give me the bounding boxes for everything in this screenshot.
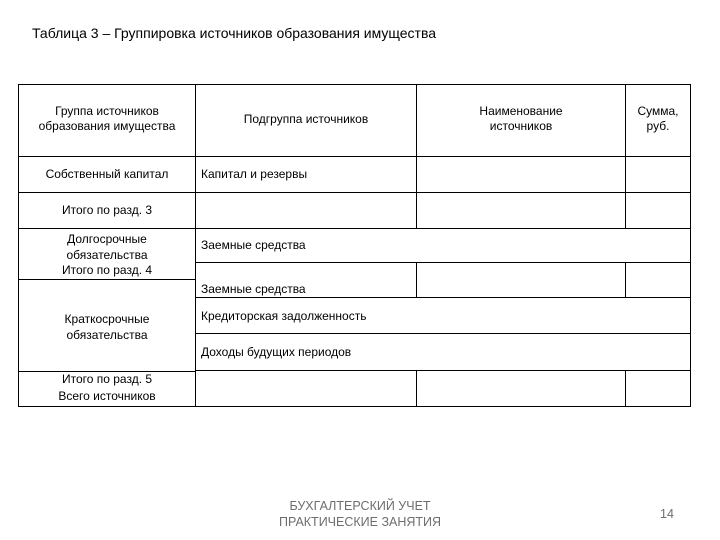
table-col-divider bbox=[625, 192, 626, 228]
page-number: 14 bbox=[660, 507, 674, 521]
table-rule bbox=[195, 262, 691, 263]
cell-short-term bbox=[19, 311, 195, 343]
table-caption: Таблица 3 – Группировка источников образования имущества bbox=[32, 25, 437, 41]
table-border-right bbox=[690, 84, 691, 407]
cell-borrowed-funds-2: Заемные средства bbox=[201, 282, 306, 296]
cell-long-term-line1: Долгосрочные bbox=[67, 232, 147, 246]
header-name-line1: Наименование bbox=[479, 104, 563, 118]
table-col-divider bbox=[625, 84, 626, 192]
footer-line1: БУХГАЛТЕРСКИЙ УЧЕТ bbox=[289, 499, 431, 513]
table-col-divider bbox=[416, 370, 417, 407]
cell-payables: Кредиторская задолженность bbox=[201, 309, 367, 323]
cell-long-term-line2: обязательства bbox=[66, 248, 148, 262]
slide-footer bbox=[255, 498, 465, 530]
cell-deferred-income: Доходы будущих периодов bbox=[201, 345, 352, 359]
header-group-line1: Группа источников bbox=[55, 104, 159, 118]
table-col-divider bbox=[416, 262, 417, 297]
cell-capital-reserves: Капитал и резервы bbox=[201, 167, 308, 181]
cell-short-term-line1: Краткосрочные bbox=[64, 312, 150, 326]
header-sum bbox=[626, 104, 690, 134]
table-rule bbox=[195, 370, 691, 371]
header-sum-line2: руб. bbox=[646, 119, 670, 133]
table-rule bbox=[18, 279, 195, 280]
table-rule bbox=[195, 333, 691, 334]
cell-total-sec3: Итого по разд. 3 bbox=[61, 203, 153, 217]
table-rule bbox=[195, 297, 691, 298]
table-col-divider bbox=[416, 84, 417, 192]
cell-borrowed-funds-1: Заемные средства bbox=[201, 238, 306, 252]
cell-long-term bbox=[19, 231, 195, 263]
header-name-line2: источников bbox=[489, 119, 553, 133]
footer-line2: ПРАКТИЧЕСКИЕ ЗАНЯТИЯ bbox=[278, 515, 442, 529]
cell-total-sec4: Итого по разд. 4 bbox=[61, 263, 153, 277]
cell-total-sec5: Итого по разд. 5 bbox=[61, 372, 153, 386]
table-col-divider bbox=[625, 370, 626, 407]
cell-short-term-line2: обязательства bbox=[66, 328, 148, 342]
header-subgroup: Подгруппа источников bbox=[243, 112, 369, 126]
table-col-divider bbox=[195, 84, 196, 407]
table-col-divider bbox=[625, 262, 626, 297]
cell-own-capital: Собственный капитал bbox=[45, 167, 169, 181]
table-rule bbox=[18, 156, 691, 157]
table-rule bbox=[18, 228, 691, 229]
header-group bbox=[19, 104, 195, 134]
table-border-bottom bbox=[18, 406, 691, 407]
header-sum-line1: Сумма, bbox=[637, 104, 679, 118]
header-group-line2: образования имущества bbox=[38, 119, 176, 133]
table-border-top bbox=[18, 84, 691, 85]
table-col-divider bbox=[416, 192, 417, 228]
table-rule bbox=[18, 192, 691, 193]
cell-total-sources: Всего источников bbox=[58, 389, 156, 403]
header-name bbox=[417, 104, 625, 134]
